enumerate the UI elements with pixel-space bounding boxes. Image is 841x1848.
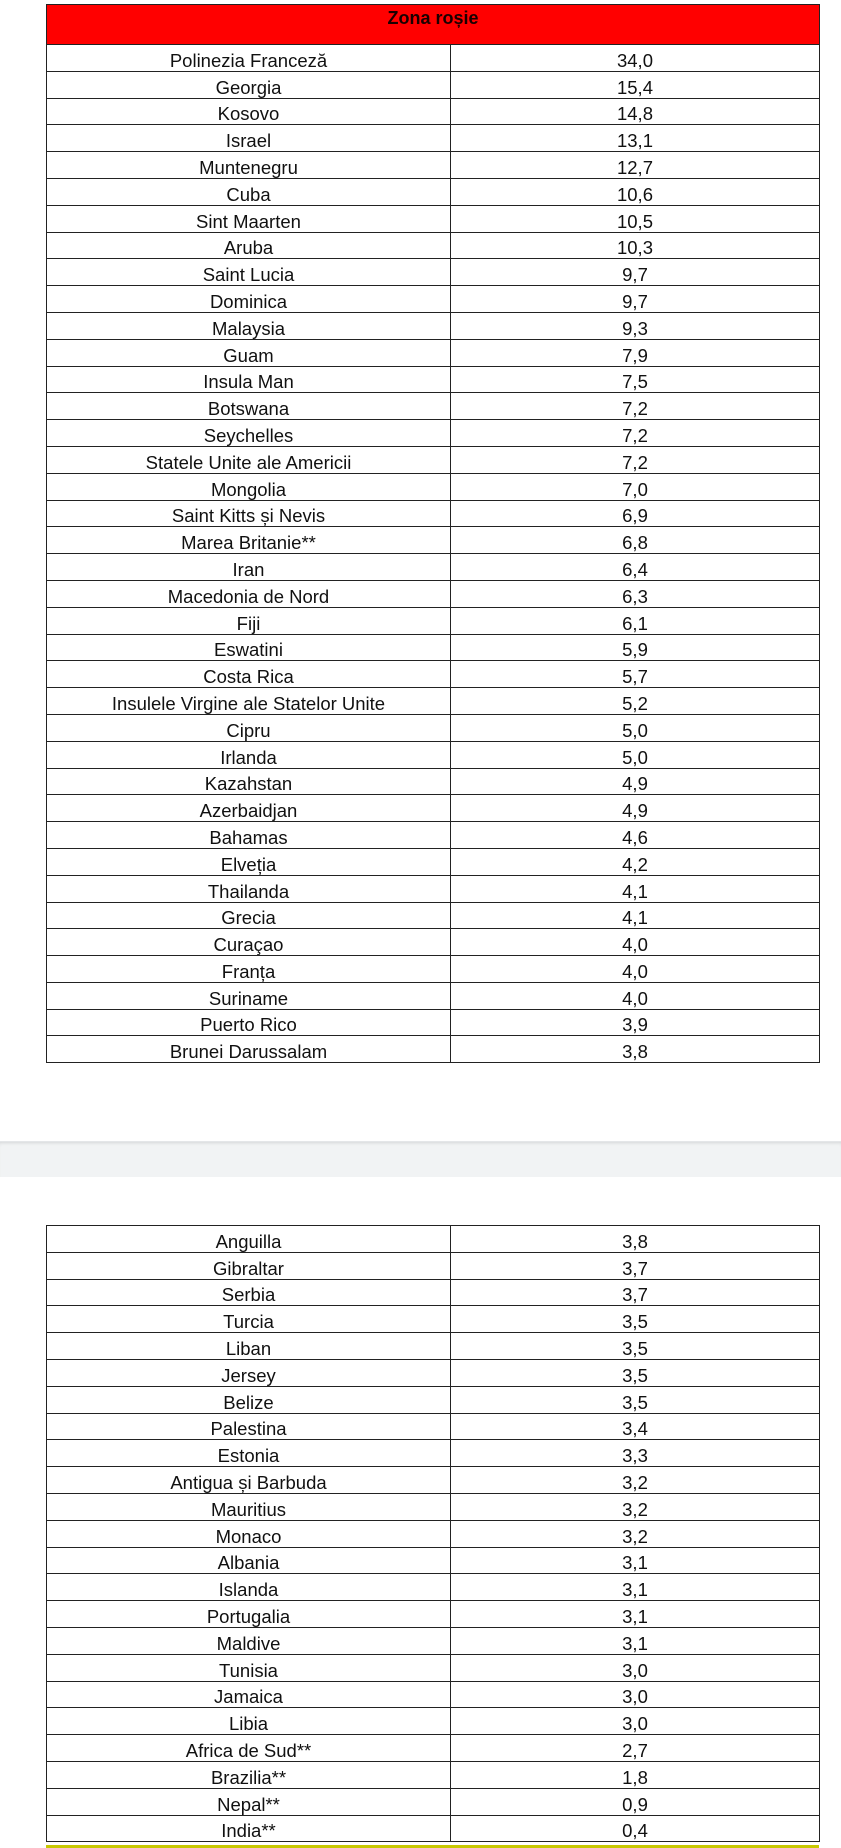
table-title: Zona roșie — [47, 5, 820, 45]
rate-cell: 10,5 — [451, 205, 820, 232]
table-row — [47, 1306, 820, 1333]
table-row — [47, 500, 820, 527]
red-zone-table-part-1 — [46, 4, 820, 1063]
country-cell: Polinezia Franceză — [47, 45, 451, 72]
table-row — [47, 71, 820, 98]
table-row — [47, 420, 820, 447]
table-row — [47, 232, 820, 259]
rate-cell: 3,2 — [451, 1520, 820, 1547]
table-row — [47, 1252, 820, 1279]
country-cell: India** — [47, 1815, 451, 1842]
table-row — [47, 580, 820, 607]
table-row — [47, 1467, 820, 1494]
red-zone-table-part-2 — [46, 1225, 820, 1842]
country-cell: Portugalia — [47, 1601, 451, 1628]
country-cell: Anguilla — [47, 1226, 451, 1253]
table-header-row — [47, 5, 820, 45]
country-cell: Muntenegru — [47, 152, 451, 179]
table-row — [47, 929, 820, 956]
country-cell: Albania — [47, 1547, 451, 1574]
country-cell: Jamaica — [47, 1681, 451, 1708]
table-row — [47, 741, 820, 768]
rate-cell: 4,0 — [451, 929, 820, 956]
country-cell: Puerto Rico — [47, 1009, 451, 1036]
rate-cell: 7,2 — [451, 420, 820, 447]
country-cell: Cipru — [47, 714, 451, 741]
rate-cell: 7,5 — [451, 366, 820, 393]
country-cell: Africa de Sud** — [47, 1735, 451, 1762]
rate-cell: 5,0 — [451, 714, 820, 741]
rate-cell: 3,7 — [451, 1279, 820, 1306]
table-row — [47, 661, 820, 688]
country-cell: Israel — [47, 125, 451, 152]
country-cell: Kosovo — [47, 98, 451, 125]
table-row — [47, 339, 820, 366]
table-row — [47, 446, 820, 473]
table-row — [47, 634, 820, 661]
table-row — [47, 822, 820, 849]
table-row — [47, 1009, 820, 1036]
table-row — [47, 1333, 820, 1360]
country-cell: Sint Maarten — [47, 205, 451, 232]
rate-cell: 13,1 — [451, 125, 820, 152]
country-cell: Mauritius — [47, 1493, 451, 1520]
country-cell: Bahamas — [47, 822, 451, 849]
rate-cell: 15,4 — [451, 71, 820, 98]
rate-cell: 6,4 — [451, 554, 820, 581]
rate-cell: 3,5 — [451, 1333, 820, 1360]
table-row — [47, 473, 820, 500]
rate-cell: 0,9 — [451, 1788, 820, 1815]
table-row — [47, 1681, 820, 1708]
rate-cell: 0,4 — [451, 1815, 820, 1842]
country-cell: Suriname — [47, 982, 451, 1009]
country-cell: Palestina — [47, 1413, 451, 1440]
country-cell: Grecia — [47, 902, 451, 929]
table-row — [47, 554, 820, 581]
rate-cell: 4,1 — [451, 902, 820, 929]
country-cell: Curaçao — [47, 929, 451, 956]
table-row — [47, 956, 820, 983]
table-row — [47, 768, 820, 795]
rate-cell: 7,2 — [451, 446, 820, 473]
rate-cell: 3,8 — [451, 1036, 820, 1063]
country-cell: Thailanda — [47, 875, 451, 902]
table-row — [47, 1279, 820, 1306]
rate-cell: 5,7 — [451, 661, 820, 688]
rate-cell: 7,2 — [451, 393, 820, 420]
country-cell: Insulele Virgine ale Statelor Unite — [47, 688, 451, 715]
rate-cell: 5,9 — [451, 634, 820, 661]
country-cell: Saint Lucia — [47, 259, 451, 286]
rate-cell: 4,6 — [451, 822, 820, 849]
rate-cell: 3,4 — [451, 1413, 820, 1440]
table-row — [47, 795, 820, 822]
country-cell: Fiji — [47, 607, 451, 634]
country-cell: Gibraltar — [47, 1252, 451, 1279]
table-row — [47, 1574, 820, 1601]
table-row — [47, 1413, 820, 1440]
country-cell: Guam — [47, 339, 451, 366]
country-cell: Liban — [47, 1333, 451, 1360]
country-cell: Aruba — [47, 232, 451, 259]
rate-cell: 5,0 — [451, 741, 820, 768]
country-cell: Belize — [47, 1386, 451, 1413]
table-row — [47, 607, 820, 634]
rate-cell: 3,3 — [451, 1440, 820, 1467]
table-row — [47, 1547, 820, 1574]
rate-cell: 5,2 — [451, 688, 820, 715]
rate-cell: 9,3 — [451, 312, 820, 339]
table-row — [47, 1386, 820, 1413]
rate-cell: 14,8 — [451, 98, 820, 125]
country-cell: Dominica — [47, 286, 451, 313]
country-cell: Tunisia — [47, 1654, 451, 1681]
country-cell: Costa Rica — [47, 661, 451, 688]
table-row — [47, 714, 820, 741]
country-cell: Seychelles — [47, 420, 451, 447]
rate-cell: 3,5 — [451, 1306, 820, 1333]
rate-cell: 4,2 — [451, 848, 820, 875]
country-cell: Elveția — [47, 848, 451, 875]
table-row — [47, 312, 820, 339]
country-cell: Eswatini — [47, 634, 451, 661]
rate-cell: 7,0 — [451, 473, 820, 500]
rate-cell: 2,7 — [451, 1735, 820, 1762]
rate-cell: 3,9 — [451, 1009, 820, 1036]
country-cell: Libia — [47, 1708, 451, 1735]
country-cell: Mongolia — [47, 473, 451, 500]
rate-cell: 12,7 — [451, 152, 820, 179]
country-cell: Iran — [47, 554, 451, 581]
country-cell: Brazilia** — [47, 1761, 451, 1788]
table-row — [47, 1761, 820, 1788]
table-row — [47, 688, 820, 715]
country-cell: Serbia — [47, 1279, 451, 1306]
rate-cell: 34,0 — [451, 45, 820, 72]
table-row — [47, 1654, 820, 1681]
rate-cell: 3,0 — [451, 1681, 820, 1708]
rate-cell: 3,5 — [451, 1359, 820, 1386]
rate-cell: 6,1 — [451, 607, 820, 634]
country-cell: Monaco — [47, 1520, 451, 1547]
table-row — [47, 393, 820, 420]
table-row — [47, 527, 820, 554]
rate-cell: 6,8 — [451, 527, 820, 554]
table-row — [47, 1493, 820, 1520]
table-row — [47, 1359, 820, 1386]
country-cell: Marea Britanie** — [47, 527, 451, 554]
page-separator — [0, 1141, 841, 1178]
table-row — [47, 1520, 820, 1547]
table-row — [47, 125, 820, 152]
table-row — [47, 902, 820, 929]
country-cell: Saint Kitts și Nevis — [47, 500, 451, 527]
country-cell: Insula Man — [47, 366, 451, 393]
country-cell: Franța — [47, 956, 451, 983]
table-body — [47, 1226, 820, 1842]
country-cell: Georgia — [47, 71, 451, 98]
table-row — [47, 152, 820, 179]
rate-cell: 3,7 — [451, 1252, 820, 1279]
table-row — [47, 286, 820, 313]
rate-cell: 3,0 — [451, 1654, 820, 1681]
country-cell: Jersey — [47, 1359, 451, 1386]
table-row — [47, 366, 820, 393]
table-row — [47, 1788, 820, 1815]
rate-cell: 4,9 — [451, 795, 820, 822]
table-body — [47, 45, 820, 1063]
table-row — [47, 1815, 820, 1842]
rate-cell: 3,8 — [451, 1226, 820, 1253]
rate-cell: 4,0 — [451, 982, 820, 1009]
table-row — [47, 205, 820, 232]
rate-cell: 7,9 — [451, 339, 820, 366]
table-row — [47, 1440, 820, 1467]
table-row — [47, 259, 820, 286]
rate-cell: 9,7 — [451, 286, 820, 313]
table-row — [47, 1036, 820, 1063]
country-cell: Cuba — [47, 178, 451, 205]
country-cell: Irlanda — [47, 741, 451, 768]
country-cell: Turcia — [47, 1306, 451, 1333]
rate-cell: 9,7 — [451, 259, 820, 286]
country-cell: Macedonia de Nord — [47, 580, 451, 607]
country-cell: Maldive — [47, 1627, 451, 1654]
table-row — [47, 178, 820, 205]
rate-cell: 4,0 — [451, 956, 820, 983]
country-cell: Malaysia — [47, 312, 451, 339]
table-row — [47, 1226, 820, 1253]
table-row — [47, 1708, 820, 1735]
country-cell: Antigua și Barbuda — [47, 1467, 451, 1494]
rate-cell: 10,6 — [451, 178, 820, 205]
country-cell: Estonia — [47, 1440, 451, 1467]
rate-cell: 3,1 — [451, 1627, 820, 1654]
table-row — [47, 875, 820, 902]
table-row — [47, 848, 820, 875]
rate-cell: 3,2 — [451, 1493, 820, 1520]
table-row — [47, 45, 820, 72]
table-row — [47, 1627, 820, 1654]
rate-cell: 6,3 — [451, 580, 820, 607]
rate-cell: 6,9 — [451, 500, 820, 527]
table-row — [47, 98, 820, 125]
country-cell: Nepal** — [47, 1788, 451, 1815]
rate-cell: 4,9 — [451, 768, 820, 795]
table-row — [47, 1735, 820, 1762]
country-cell: Brunei Darussalam — [47, 1036, 451, 1063]
table-row — [47, 1601, 820, 1628]
rate-cell: 4,1 — [451, 875, 820, 902]
rate-cell: 10,3 — [451, 232, 820, 259]
rate-cell: 3,5 — [451, 1386, 820, 1413]
rate-cell: 3,2 — [451, 1467, 820, 1494]
rate-cell: 3,1 — [451, 1547, 820, 1574]
country-cell: Botswana — [47, 393, 451, 420]
rate-cell: 3,1 — [451, 1574, 820, 1601]
rate-cell: 1,8 — [451, 1761, 820, 1788]
country-cell: Islanda — [47, 1574, 451, 1601]
country-cell: Kazahstan — [47, 768, 451, 795]
country-cell: Azerbaidjan — [47, 795, 451, 822]
country-cell: Statele Unite ale Americii — [47, 446, 451, 473]
rate-cell: 3,0 — [451, 1708, 820, 1735]
rate-cell: 3,1 — [451, 1601, 820, 1628]
table-row — [47, 982, 820, 1009]
